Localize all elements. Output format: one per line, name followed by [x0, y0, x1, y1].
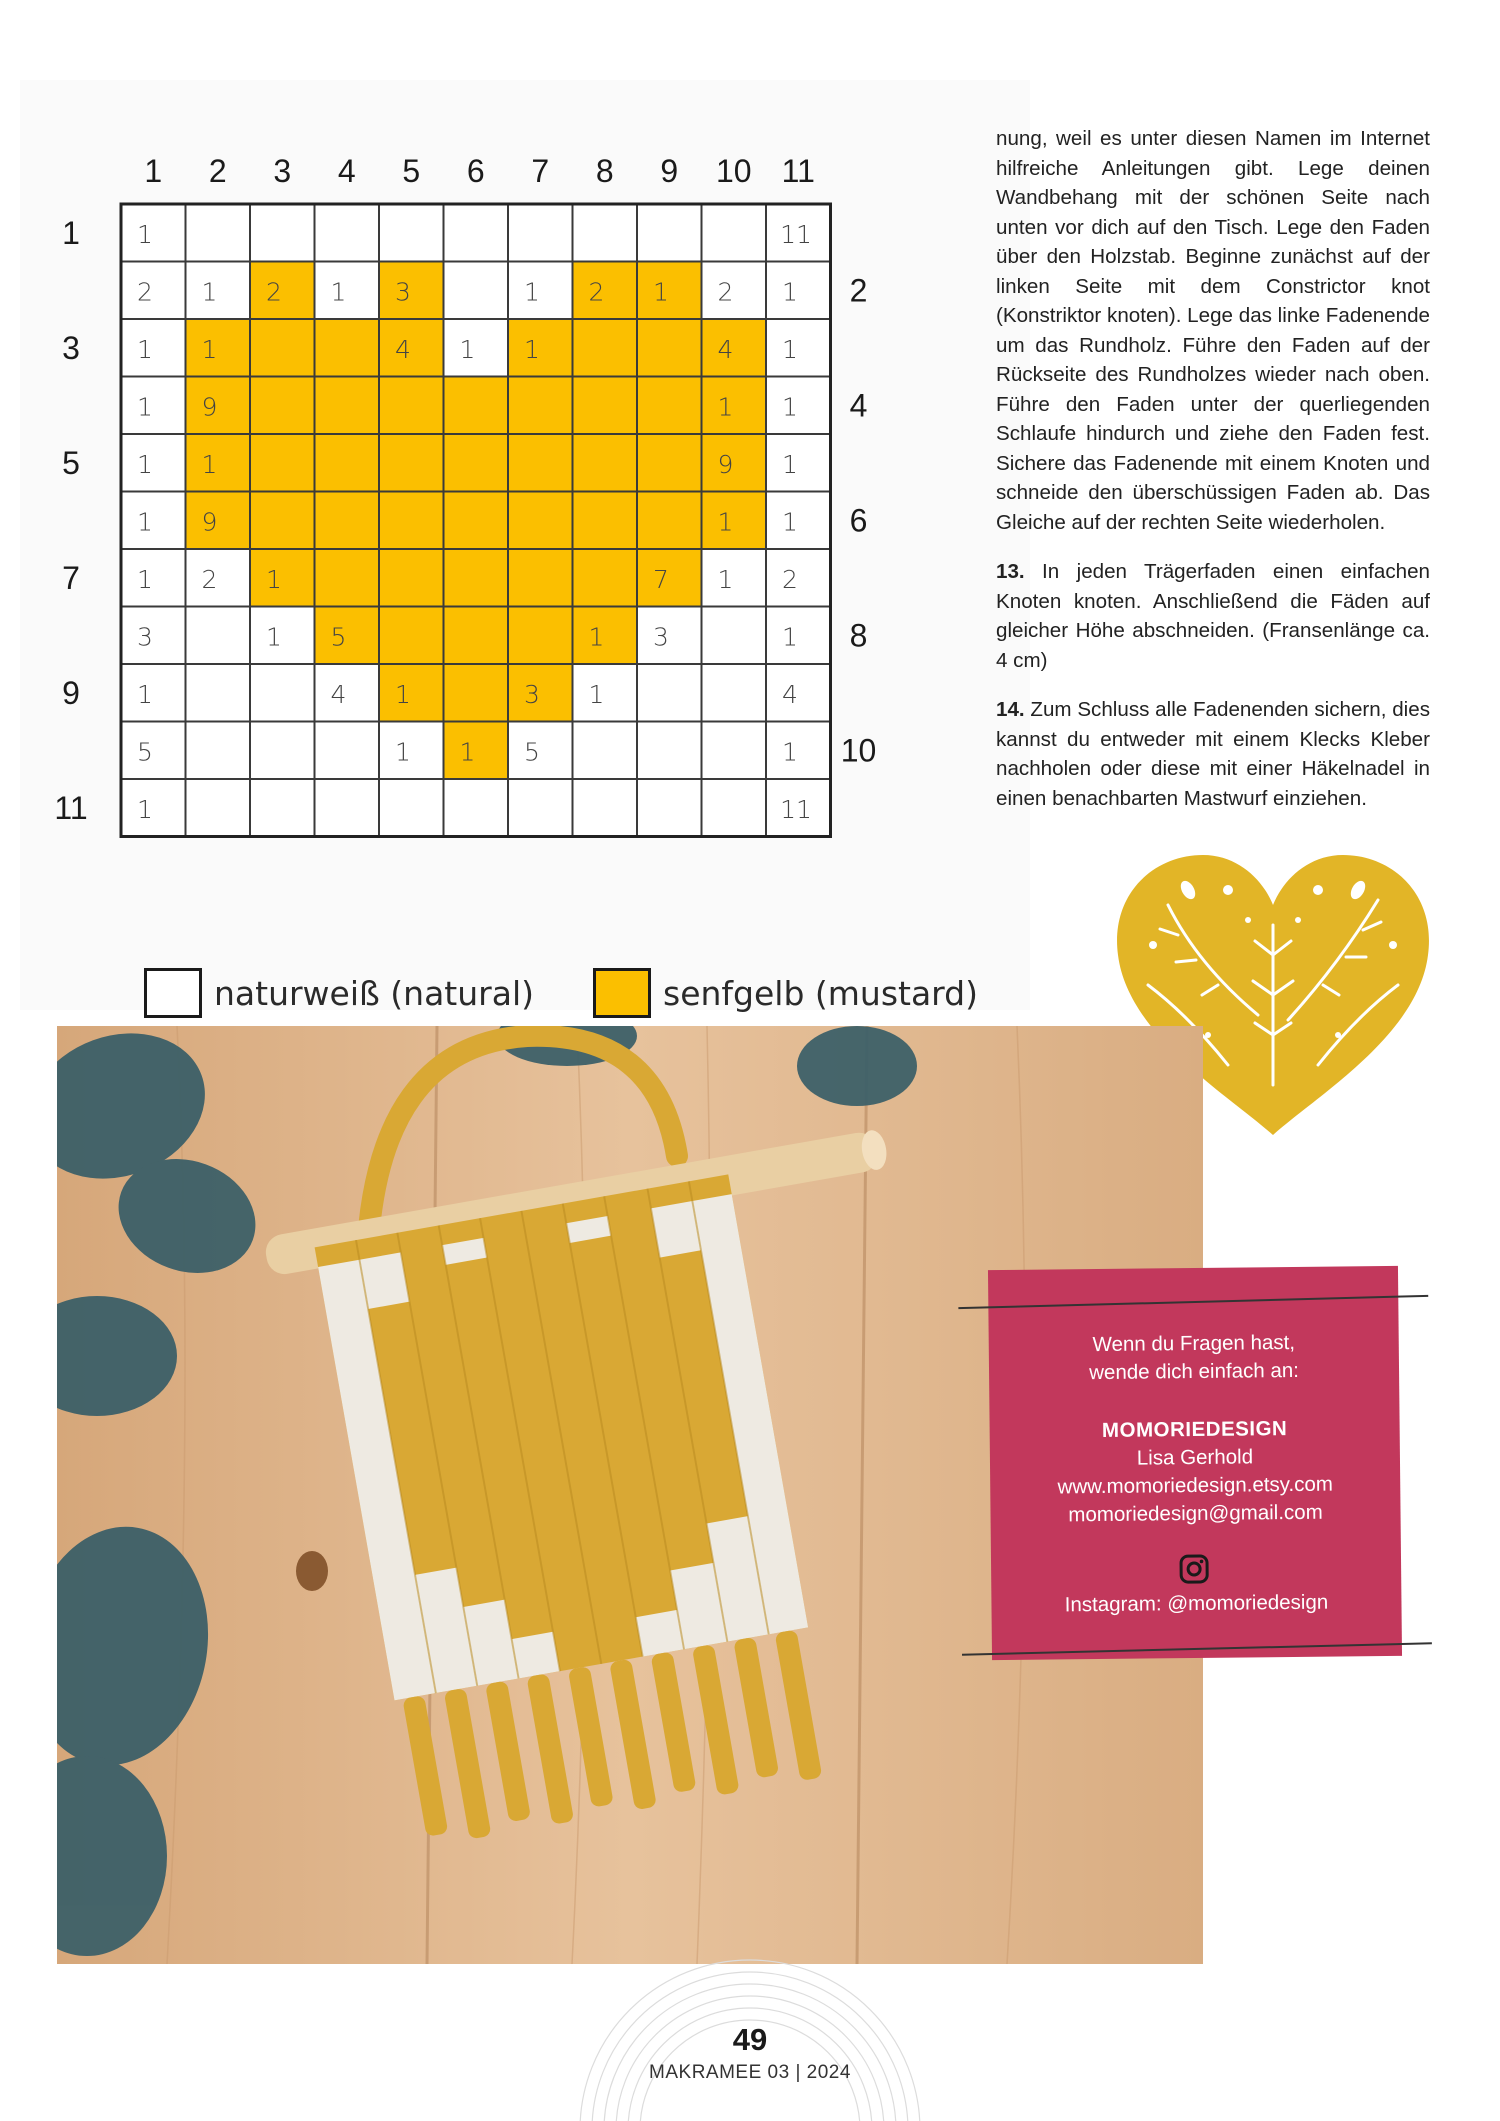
- cell-count: 2: [266, 277, 282, 307]
- grid-cell: [573, 262, 638, 320]
- grid-cell: [121, 434, 186, 492]
- cell-count: 5: [524, 737, 540, 767]
- grid-cell: [702, 319, 767, 377]
- cell-count: 1: [782, 449, 798, 479]
- card-website-link[interactable]: www.momoriedesign.etsy.com: [1057, 1472, 1334, 1499]
- legend-label-natural: naturweiß (natural): [214, 973, 534, 1013]
- grid-cell: [702, 204, 767, 262]
- step-14-text: Zum Schluss alle Fadenenden sichern, dies kannst du entweder mit einem Klecks Kleber nachholen oder diese mit einer Häkelnadel in einen benachbarten Mastwurf einziehen.: [996, 698, 1430, 810]
- cell-count: 1: [137, 507, 153, 537]
- cell-count: 1: [588, 679, 605, 709]
- grid-cell: [379, 492, 444, 550]
- grid-cell: [573, 204, 638, 262]
- cell-count: 11: [780, 794, 812, 824]
- column-number: 10: [715, 153, 752, 189]
- column-number: 7: [531, 153, 550, 189]
- cell-count: 11: [780, 219, 812, 249]
- grid-cell: [637, 377, 702, 435]
- grid-cell: [186, 204, 251, 262]
- grid-cell: [766, 262, 831, 320]
- cell-count: 1: [137, 564, 153, 594]
- cell-count: 1: [524, 334, 540, 364]
- grid-cell: [186, 377, 251, 435]
- grid-cell: [121, 492, 186, 550]
- grid-cell: [573, 549, 638, 607]
- cell-count: 2: [717, 277, 734, 307]
- cell-count: 5: [330, 622, 347, 652]
- grid-cell: [186, 434, 251, 492]
- grid-cell: [444, 204, 509, 262]
- cell-count: 3: [395, 277, 411, 307]
- grid-cell: [637, 779, 702, 837]
- grid-cell: [315, 779, 380, 837]
- row-number-left: 5: [62, 444, 80, 481]
- cell-count: 1: [266, 564, 282, 594]
- grid-cell: [379, 664, 444, 722]
- grid-cell: [250, 434, 315, 492]
- grid-cell: [250, 779, 315, 837]
- grid-cell: [379, 262, 444, 320]
- column-number: 4: [337, 153, 356, 189]
- row-number-left: 1: [62, 214, 80, 251]
- column-number: 5: [402, 153, 421, 189]
- grid-cell: [121, 262, 186, 320]
- grid-cell: [573, 664, 638, 722]
- grid-cell: [121, 377, 186, 435]
- grid-cell: [508, 204, 573, 262]
- grid-cell: [573, 319, 638, 377]
- grid-cell: [637, 262, 702, 320]
- column-number: 2: [208, 153, 227, 189]
- grid-cell: [186, 779, 251, 837]
- grid-cell: [315, 722, 380, 780]
- grid-cell: [508, 722, 573, 780]
- grid-cell: [250, 492, 315, 550]
- grid-cell: [637, 722, 702, 780]
- grid-cell: [702, 779, 767, 837]
- grid-cell: [444, 492, 509, 550]
- grid-cell: [444, 434, 509, 492]
- column-number: 1: [144, 153, 163, 189]
- grid-cell: [573, 492, 638, 550]
- row-number-right: 6: [849, 502, 868, 539]
- grid-cell: [379, 319, 444, 377]
- grid-cell: [702, 377, 767, 435]
- grid-cell: [573, 434, 638, 492]
- grid-cell: [121, 779, 186, 837]
- grid-cell: [121, 607, 186, 665]
- grid-cell: [573, 607, 638, 665]
- column-number: 6: [466, 153, 485, 189]
- grid-cell: [186, 664, 251, 722]
- row-number-left: 9: [62, 674, 80, 711]
- grid-cell: [508, 434, 573, 492]
- grid-cell: [637, 492, 702, 550]
- grid-cell: [766, 549, 831, 607]
- grid-cell: [315, 549, 380, 607]
- column-number: 3: [273, 153, 292, 189]
- pattern-chart-panel: [20, 80, 1030, 1013]
- grid-cell: [637, 434, 702, 492]
- card-email-link[interactable]: momoriedesign@gmail.com: [1068, 1500, 1323, 1527]
- cell-count: 1: [717, 392, 734, 422]
- cell-count: 1: [330, 277, 347, 307]
- row-number-left: 11: [54, 789, 88, 826]
- legend-natural: [144, 965, 534, 1021]
- row-number-left: 3: [62, 329, 80, 366]
- grid-cell: [315, 664, 380, 722]
- cell-count: 1: [717, 564, 734, 594]
- grid-cell: [766, 607, 831, 665]
- cell-count: 4: [330, 679, 347, 709]
- cell-count: 4: [395, 334, 411, 364]
- cell-count: 1: [782, 392, 798, 422]
- step-14: [996, 695, 1430, 813]
- grid-cell: [573, 722, 638, 780]
- cell-count: 2: [782, 564, 798, 594]
- grid-cell: [186, 492, 251, 550]
- cell-count: 1: [782, 507, 798, 537]
- cell-count: 2: [137, 277, 153, 307]
- instagram-icon: [1178, 1553, 1210, 1585]
- grid-cell: [508, 549, 573, 607]
- cell-count: 1: [459, 737, 476, 767]
- grid-cell: [508, 779, 573, 837]
- row-number-right: 4: [849, 387, 868, 424]
- step-13-number: 13.: [996, 560, 1025, 583]
- card-intro-line-1: Wenn du Fragen hast,: [1092, 1330, 1296, 1357]
- grid-cell: [121, 204, 186, 262]
- grid-cell: [508, 377, 573, 435]
- grid-cell: [379, 607, 444, 665]
- grid-cell: [250, 549, 315, 607]
- legend-mustard: [593, 965, 978, 1021]
- row-number-left: 7: [62, 559, 80, 596]
- grid-cell: [315, 262, 380, 320]
- card-intro: [989, 1328, 1400, 1388]
- grid-cell: [766, 377, 831, 435]
- legend-swatch-mustard: [593, 968, 651, 1018]
- grid-cell: [121, 664, 186, 722]
- grid-cell: [250, 319, 315, 377]
- grid-cell: [508, 664, 573, 722]
- column-number: 9: [660, 153, 679, 189]
- grid-cell: [315, 434, 380, 492]
- grid-cell: [766, 664, 831, 722]
- grid-cell: [186, 319, 251, 377]
- cell-count: 1: [137, 449, 153, 479]
- grid-cell: [121, 722, 186, 780]
- grid-cell: [766, 434, 831, 492]
- cell-count: 1: [782, 277, 798, 307]
- grid-cell: [250, 262, 315, 320]
- cell-count: 1: [201, 277, 218, 307]
- card-top-line: [958, 1295, 1428, 1309]
- grid-cell: [250, 377, 315, 435]
- knot-pattern-chart: [20, 80, 1030, 950]
- grid-cell: [637, 664, 702, 722]
- cell-count: 1: [201, 334, 218, 364]
- contact-card: [988, 1266, 1402, 1660]
- cell-count: 1: [395, 737, 411, 767]
- cell-count: 1: [717, 507, 734, 537]
- cell-count: 1: [137, 679, 153, 709]
- grid-cell: [186, 549, 251, 607]
- card-intro-line-2: wende dich einfach an:: [1089, 1358, 1300, 1385]
- cell-count: 1: [137, 219, 153, 249]
- grid-cell: [315, 377, 380, 435]
- grid-cell: [766, 319, 831, 377]
- column-number: 11: [781, 153, 815, 189]
- grid-cell: [315, 204, 380, 262]
- cell-count: 1: [588, 622, 605, 652]
- cell-count: 3: [524, 679, 540, 709]
- grid-cell: [121, 549, 186, 607]
- grid-cell: [444, 664, 509, 722]
- cell-count: 9: [717, 449, 734, 479]
- grid-cell: [379, 377, 444, 435]
- grid-cell: [702, 492, 767, 550]
- grid-cell: [637, 204, 702, 262]
- cell-count: 4: [782, 679, 798, 709]
- grid-cell: [508, 492, 573, 550]
- step-13: [996, 557, 1430, 675]
- grid-cell: [315, 492, 380, 550]
- cell-count: 1: [782, 737, 798, 767]
- grid-cell: [250, 722, 315, 780]
- instructions-column: [996, 124, 1430, 833]
- cell-count: 2: [588, 277, 605, 307]
- cell-count: 9: [201, 507, 218, 537]
- magazine-issue: MAKRAMEE 03 | 2024: [649, 2062, 851, 2083]
- grid-cell: [444, 262, 509, 320]
- instruction-paragraph: nung, weil es unter diesen Namen im Internet hilfreiche Anleitungen gibt. Lege deinen Wandbehang mit der schönen Seite nach unten vor dich auf den Tisch. Lege den Faden über den Holzstab. Beginne zunächst auf der linken Seite mit dem Constrictor knot (Konstriktor knoten). Lege das linke Fadenende um das Rundholz. Führe den Faden auf der Rückseite des Rundholzes wieder nach oben. Führe den Faden unter der querliegenden Schlaufe hindurch und ziehe den Faden fest. Sichere das Fadenende mit einem Knoten und schneide den überschüssigen Faden ab. Das Gleiche auf der rechten Seite wiederholen.: [996, 127, 1430, 534]
- cell-count: 4: [717, 334, 734, 364]
- grid-cell: [508, 262, 573, 320]
- cell-count: 1: [137, 794, 153, 824]
- grid-cell: [315, 319, 380, 377]
- grid-cell: [186, 722, 251, 780]
- grid-cell: [444, 779, 509, 837]
- grid-cell: [702, 549, 767, 607]
- grid-cell: [637, 607, 702, 665]
- cell-count: 1: [137, 392, 153, 422]
- cell-count: 1: [653, 277, 669, 307]
- cell-count: 1: [137, 334, 153, 364]
- page-number: 49: [732, 2022, 768, 2057]
- grid-cell: [444, 377, 509, 435]
- cell-count: 1: [266, 622, 282, 652]
- grid-cell: [573, 377, 638, 435]
- row-number-right: 8: [849, 617, 868, 654]
- cell-count: 3: [653, 622, 669, 652]
- grid-cell: [186, 607, 251, 665]
- grid-cell: [573, 779, 638, 837]
- grid-cell: [444, 722, 509, 780]
- cell-count: 2: [201, 564, 218, 594]
- cell-count: 1: [201, 449, 218, 479]
- cell-count: 5: [137, 737, 153, 767]
- grid-cell: [702, 434, 767, 492]
- card-instagram-handle[interactable]: Instagram: @momoriedesign: [1064, 1590, 1329, 1617]
- grid-cell: [379, 204, 444, 262]
- grid-cell: [702, 664, 767, 722]
- cell-count: 1: [524, 277, 540, 307]
- step-13-text: In jeden Trägerfaden einen einfachen Knoten knoten. Anschließend die Fäden auf gleicher Höhe abschneiden. (Fransenlänge ca. 4 cm): [996, 560, 1430, 672]
- cell-count: 9: [201, 392, 218, 422]
- grid-cell: [250, 664, 315, 722]
- grid-cell: [444, 319, 509, 377]
- cell-count: 1: [782, 622, 798, 652]
- legend-swatch-natural: [144, 968, 202, 1018]
- card-brand: MOMORIEDESIGN: [1101, 1417, 1288, 1442]
- card-name: Lisa Gerhold: [1136, 1445, 1254, 1470]
- grid-cell: [379, 722, 444, 780]
- cell-count: 7: [653, 564, 669, 594]
- row-number-right: 2: [849, 272, 868, 309]
- legend-label-mustard: senfgelb (mustard): [663, 973, 978, 1013]
- grid-cell: [702, 262, 767, 320]
- grid-cell: [250, 607, 315, 665]
- grid-cell: [766, 722, 831, 780]
- grid-cell: [702, 722, 767, 780]
- cell-count: 1: [459, 334, 476, 364]
- column-number: 8: [595, 153, 614, 189]
- grid-cell: [315, 607, 380, 665]
- cell-count: 1: [395, 679, 411, 709]
- grid-cell: [186, 262, 251, 320]
- card-bottom-line: [962, 1642, 1432, 1655]
- grid-cell: [379, 549, 444, 607]
- grid-cell: [444, 549, 509, 607]
- grid-cell: [637, 549, 702, 607]
- grid-cell: [379, 434, 444, 492]
- grid-cell: [508, 319, 573, 377]
- step-14-number: 14.: [996, 698, 1025, 721]
- cell-count: 1: [782, 334, 798, 364]
- grid-cell: [766, 492, 831, 550]
- grid-cell: [379, 779, 444, 837]
- cell-count: 3: [137, 622, 153, 652]
- grid-cell: [250, 204, 315, 262]
- grid-cell: [508, 607, 573, 665]
- grid-cell: [444, 607, 509, 665]
- grid-cell: [637, 319, 702, 377]
- row-number-right: 10: [840, 732, 877, 769]
- grid-cell: [702, 607, 767, 665]
- grid-cell: [121, 319, 186, 377]
